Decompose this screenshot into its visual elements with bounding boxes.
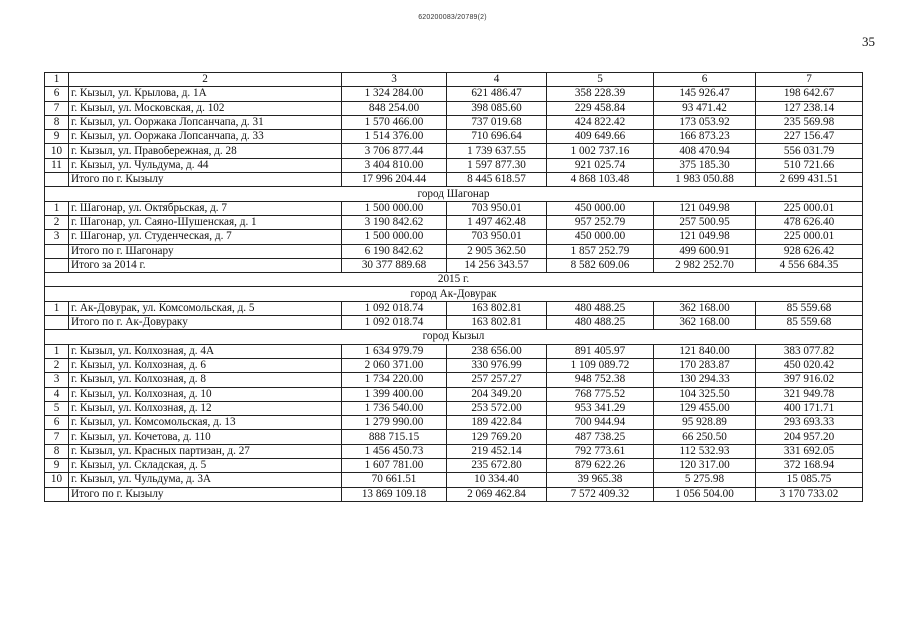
- amount-cell: 3 170 733.02: [756, 487, 863, 501]
- address-cell: г. Кызыл, ул. Красных партизан, д. 27: [69, 444, 342, 458]
- amount-cell: 14 256 343.57: [447, 258, 547, 272]
- amount-cell: 400 171.71: [756, 401, 863, 415]
- row-number-cell: 2: [45, 358, 69, 372]
- amount-cell: 330 976.99: [447, 358, 547, 372]
- amount-cell: 556 031.79: [756, 144, 863, 158]
- amount-cell: 1 736 540.00: [342, 401, 447, 415]
- table-row: [45, 115, 863, 129]
- amount-cell: 3 190 842.62: [342, 215, 447, 229]
- address-cell: г. Кызыл, ул. Складская, д. 5: [69, 459, 342, 473]
- amount-cell: 112 532.93: [654, 444, 756, 458]
- address-cell: г. Шагонар, ул. Студенческая, д. 7: [69, 230, 342, 244]
- table-row: [45, 444, 863, 458]
- row-number-cell: [45, 244, 69, 258]
- amount-cell: 1 739 637.55: [447, 144, 547, 158]
- amount-cell: 2 699 431.51: [756, 173, 863, 187]
- amount-cell: 8 582 609.06: [547, 258, 654, 272]
- amount-cell: 1 399 400.00: [342, 387, 447, 401]
- amount-cell: 1 500 000.00: [342, 230, 447, 244]
- amount-cell: 129 769.20: [447, 430, 547, 444]
- amount-cell: 7 572 409.32: [547, 487, 654, 501]
- amount-cell: 204 349.20: [447, 387, 547, 401]
- row-number-cell: 4: [45, 387, 69, 401]
- address-cell: г. Кызыл, ул. Колхозная, д. 8: [69, 373, 342, 387]
- amount-cell: 383 077.82: [756, 344, 863, 358]
- amount-cell: 891 405.97: [547, 344, 654, 358]
- amount-cell: 768 775.52: [547, 387, 654, 401]
- amount-cell: 2 982 252.70: [654, 258, 756, 272]
- amount-cell: 953 341.29: [547, 401, 654, 415]
- table-row: [45, 416, 863, 430]
- address-cell: г. Ак-Довурак, ул. Комсомольская, д. 5: [69, 301, 342, 315]
- amount-cell: 30 377 889.68: [342, 258, 447, 272]
- amount-cell: 4 556 684.35: [756, 258, 863, 272]
- amount-cell: 257 500.95: [654, 215, 756, 229]
- address-cell: г. Кызыл, ул. Колхозная, д. 10: [69, 387, 342, 401]
- amount-cell: 362 168.00: [654, 316, 756, 330]
- address-cell: г. Кызыл, ул. Ооржака Лопсанчапа, д. 33: [69, 130, 342, 144]
- table-row: [45, 230, 863, 244]
- row-number-cell: 1: [45, 344, 69, 358]
- amount-cell: 1 002 737.16: [547, 144, 654, 158]
- amount-cell: 1 734 220.00: [342, 373, 447, 387]
- header-cell: 6: [654, 73, 756, 87]
- section-label: город Шагонар: [45, 187, 863, 201]
- page-number: 35: [862, 34, 875, 49]
- table-row: [45, 130, 863, 144]
- amount-cell: 15 085.75: [756, 473, 863, 487]
- row-number-cell: 3: [45, 373, 69, 387]
- amount-cell: 5 275.98: [654, 473, 756, 487]
- amount-cell: 121 049.98: [654, 230, 756, 244]
- amount-cell: 129 455.00: [654, 401, 756, 415]
- address-cell: Итого за 2014 г.: [69, 258, 342, 272]
- amount-cell: 163 802.81: [447, 316, 547, 330]
- address-cell: г. Кызыл, ул. Ооржака Лопсанчапа, д. 31: [69, 115, 342, 129]
- row-number-cell: [45, 316, 69, 330]
- amount-cell: 235 672.80: [447, 459, 547, 473]
- row-number-cell: 1: [45, 201, 69, 215]
- row-number-cell: 6: [45, 87, 69, 101]
- address-cell: г. Кызыл, ул. Кочетова, д. 110: [69, 430, 342, 444]
- amount-cell: 120 317.00: [654, 459, 756, 473]
- amount-cell: 238 656.00: [447, 344, 547, 358]
- amount-cell: 204 957.20: [756, 430, 863, 444]
- amount-cell: 10 334.40: [447, 473, 547, 487]
- amount-cell: 1 056 504.00: [654, 487, 756, 501]
- amount-cell: 2 069 462.84: [447, 487, 547, 501]
- header-cell: 4: [447, 73, 547, 87]
- table-row: [45, 244, 863, 258]
- row-number-cell: 10: [45, 473, 69, 487]
- amount-cell: 6 190 842.62: [342, 244, 447, 258]
- address-cell: Итого по г. Кызылу: [69, 173, 342, 187]
- address-cell: г. Кызыл, ул. Правобережная, д. 28: [69, 144, 342, 158]
- column-number-row: [45, 73, 863, 87]
- table-row: [45, 258, 863, 272]
- amount-cell: 1 456 450.73: [342, 444, 447, 458]
- address-cell: Итого по г. Шагонару: [69, 244, 342, 258]
- amount-cell: 8 445 618.57: [447, 173, 547, 187]
- amount-cell: 1 634 979.79: [342, 344, 447, 358]
- section-label: город Ак-Довурак: [45, 287, 863, 301]
- header-cell: 3: [342, 73, 447, 87]
- row-number-cell: 5: [45, 401, 69, 415]
- row-number-cell: 10: [45, 144, 69, 158]
- table-row: [45, 101, 863, 115]
- amount-cell: 362 168.00: [654, 301, 756, 315]
- amount-cell: 104 325.50: [654, 387, 756, 401]
- amount-cell: 375 185.30: [654, 158, 756, 172]
- row-number-cell: 7: [45, 430, 69, 444]
- amount-cell: 1 857 252.79: [547, 244, 654, 258]
- amount-cell: 424 822.42: [547, 115, 654, 129]
- table-row: [45, 144, 863, 158]
- table-row: [45, 87, 863, 101]
- amount-cell: 450 020.42: [756, 358, 863, 372]
- amount-cell: 848 254.00: [342, 101, 447, 115]
- amount-cell: 478 626.40: [756, 215, 863, 229]
- amount-cell: 321 949.78: [756, 387, 863, 401]
- amount-cell: 145 926.47: [654, 87, 756, 101]
- amount-cell: 948 752.38: [547, 373, 654, 387]
- amount-cell: 219 452.14: [447, 444, 547, 458]
- table-row: [45, 201, 863, 215]
- amount-cell: 957 252.79: [547, 215, 654, 229]
- amount-cell: 358 228.39: [547, 87, 654, 101]
- amount-cell: 227 156.47: [756, 130, 863, 144]
- amount-cell: 225 000.01: [756, 201, 863, 215]
- header-cell: 2: [69, 73, 342, 87]
- table-row: [45, 173, 863, 187]
- section-row: [45, 287, 863, 301]
- amount-cell: 293 693.33: [756, 416, 863, 430]
- amount-cell: 1 500 000.00: [342, 201, 447, 215]
- address-cell: Итого по г. Ак-Довураку: [69, 316, 342, 330]
- amount-cell: 737 019.68: [447, 115, 547, 129]
- table-row: [45, 215, 863, 229]
- amount-cell: 130 294.33: [654, 373, 756, 387]
- row-number-cell: 9: [45, 130, 69, 144]
- amount-cell: 398 085.60: [447, 101, 547, 115]
- amount-cell: 1 983 050.88: [654, 173, 756, 187]
- header-cell: 1: [45, 73, 69, 87]
- address-cell: г. Шагонар, ул. Саяно-Шушенская, д. 1: [69, 215, 342, 229]
- amount-cell: 450 000.00: [547, 201, 654, 215]
- table-row: [45, 316, 863, 330]
- amount-cell: 121 840.00: [654, 344, 756, 358]
- amount-cell: 710 696.64: [447, 130, 547, 144]
- amount-cell: 70 661.51: [342, 473, 447, 487]
- amount-cell: 235 569.98: [756, 115, 863, 129]
- amount-cell: 499 600.91: [654, 244, 756, 258]
- amount-cell: 1 570 466.00: [342, 115, 447, 129]
- amount-cell: 1 497 462.48: [447, 215, 547, 229]
- amount-cell: 1 514 376.00: [342, 130, 447, 144]
- address-cell: г. Кызыл, ул. Колхозная, д. 6: [69, 358, 342, 372]
- amount-cell: 198 642.67: [756, 87, 863, 101]
- amount-cell: 3 706 877.44: [342, 144, 447, 158]
- amount-cell: 703 950.01: [447, 201, 547, 215]
- amount-cell: 2 060 371.00: [342, 358, 447, 372]
- amount-cell: 1 109 089.72: [547, 358, 654, 372]
- amount-cell: 85 559.68: [756, 301, 863, 315]
- table-row: [45, 358, 863, 372]
- address-cell: г. Кызыл, ул. Колхозная, д. 4А: [69, 344, 342, 358]
- amount-cell: 66 250.50: [654, 430, 756, 444]
- header-cell: 7: [756, 73, 863, 87]
- amount-cell: 510 721.66: [756, 158, 863, 172]
- table-row: [45, 158, 863, 172]
- amount-cell: 331 692.05: [756, 444, 863, 458]
- row-number-cell: 8: [45, 115, 69, 129]
- amount-cell: 1 607 781.00: [342, 459, 447, 473]
- row-number-cell: 8: [45, 444, 69, 458]
- financial-table: [44, 72, 863, 502]
- section-row: [45, 273, 863, 287]
- table-row: [45, 487, 863, 501]
- amount-cell: 93 471.42: [654, 101, 756, 115]
- amount-cell: 1 324 284.00: [342, 87, 447, 101]
- amount-cell: 166 873.23: [654, 130, 756, 144]
- amount-cell: 397 916.02: [756, 373, 863, 387]
- amount-cell: 17 996 204.44: [342, 173, 447, 187]
- amount-cell: 700 944.94: [547, 416, 654, 430]
- amount-cell: 173 053.92: [654, 115, 756, 129]
- amount-cell: 95 928.89: [654, 416, 756, 430]
- table-row: [45, 301, 863, 315]
- amount-cell: 928 626.42: [756, 244, 863, 258]
- amount-cell: 1 279 990.00: [342, 416, 447, 430]
- amount-cell: 409 649.66: [547, 130, 654, 144]
- amount-cell: 189 422.84: [447, 416, 547, 430]
- row-number-cell: 6: [45, 416, 69, 430]
- address-cell: г. Кызыл, ул. Чульдума, д. 3А: [69, 473, 342, 487]
- amount-cell: 879 622.26: [547, 459, 654, 473]
- amount-cell: 703 950.01: [447, 230, 547, 244]
- row-number-cell: [45, 173, 69, 187]
- address-cell: г. Шагонар, ул. Октябрьская, д. 7: [69, 201, 342, 215]
- row-number-cell: 11: [45, 158, 69, 172]
- row-number-cell: [45, 258, 69, 272]
- row-number-cell: 2: [45, 215, 69, 229]
- amount-cell: 225 000.01: [756, 230, 863, 244]
- amount-cell: 480 488.25: [547, 301, 654, 315]
- table-row: [45, 401, 863, 415]
- amount-cell: 121 049.98: [654, 201, 756, 215]
- row-number-cell: 1: [45, 301, 69, 315]
- amount-cell: 1 092 018.74: [342, 301, 447, 315]
- address-cell: г. Кызыл, ул. Колхозная, д. 12: [69, 401, 342, 415]
- amount-cell: 1 092 018.74: [342, 316, 447, 330]
- amount-cell: 450 000.00: [547, 230, 654, 244]
- row-number-cell: 9: [45, 459, 69, 473]
- amount-cell: 792 773.61: [547, 444, 654, 458]
- amount-cell: 257 257.27: [447, 373, 547, 387]
- table-row: [45, 459, 863, 473]
- amount-cell: 2 905 362.50: [447, 244, 547, 258]
- row-number-cell: [45, 487, 69, 501]
- address-cell: г. Кызыл, ул. Чульдума, д. 44: [69, 158, 342, 172]
- section-row: [45, 330, 863, 344]
- amount-cell: 3 404 810.00: [342, 158, 447, 172]
- amount-cell: 487 738.25: [547, 430, 654, 444]
- amount-cell: 480 488.25: [547, 316, 654, 330]
- amount-cell: 127 238.14: [756, 101, 863, 115]
- amount-cell: 39 965.38: [547, 473, 654, 487]
- address-cell: г. Кызыл, ул. Комсомольская, д. 13: [69, 416, 342, 430]
- amount-cell: 253 572.00: [447, 401, 547, 415]
- amount-cell: 408 470.94: [654, 144, 756, 158]
- address-cell: г. Кызыл, ул. Московская, д. 102: [69, 101, 342, 115]
- section-label: 2015 г.: [45, 273, 863, 287]
- amount-cell: 85 559.68: [756, 316, 863, 330]
- table-row: [45, 373, 863, 387]
- row-number-cell: 3: [45, 230, 69, 244]
- amount-cell: 13 869 109.18: [342, 487, 447, 501]
- table-row: [45, 344, 863, 358]
- amount-cell: 4 868 103.48: [547, 173, 654, 187]
- section-row: [45, 187, 863, 201]
- table-row: [45, 387, 863, 401]
- table-row: [45, 473, 863, 487]
- row-number-cell: 7: [45, 101, 69, 115]
- document-id: 620200083/20789(2): [418, 14, 487, 21]
- amount-cell: 229 458.84: [547, 101, 654, 115]
- amount-cell: 921 025.74: [547, 158, 654, 172]
- amount-cell: 1 597 877.30: [447, 158, 547, 172]
- table-row: [45, 430, 863, 444]
- header-cell: 5: [547, 73, 654, 87]
- amount-cell: 372 168.94: [756, 459, 863, 473]
- address-cell: Итого по г. Кызылу: [69, 487, 342, 501]
- section-label: город Кызыл: [45, 330, 863, 344]
- amount-cell: 621 486.47: [447, 87, 547, 101]
- amount-cell: 163 802.81: [447, 301, 547, 315]
- address-cell: г. Кызыл, ул. Крылова, д. 1А: [69, 87, 342, 101]
- amount-cell: 170 283.87: [654, 358, 756, 372]
- amount-cell: 888 715.15: [342, 430, 447, 444]
- table-body: [45, 73, 863, 502]
